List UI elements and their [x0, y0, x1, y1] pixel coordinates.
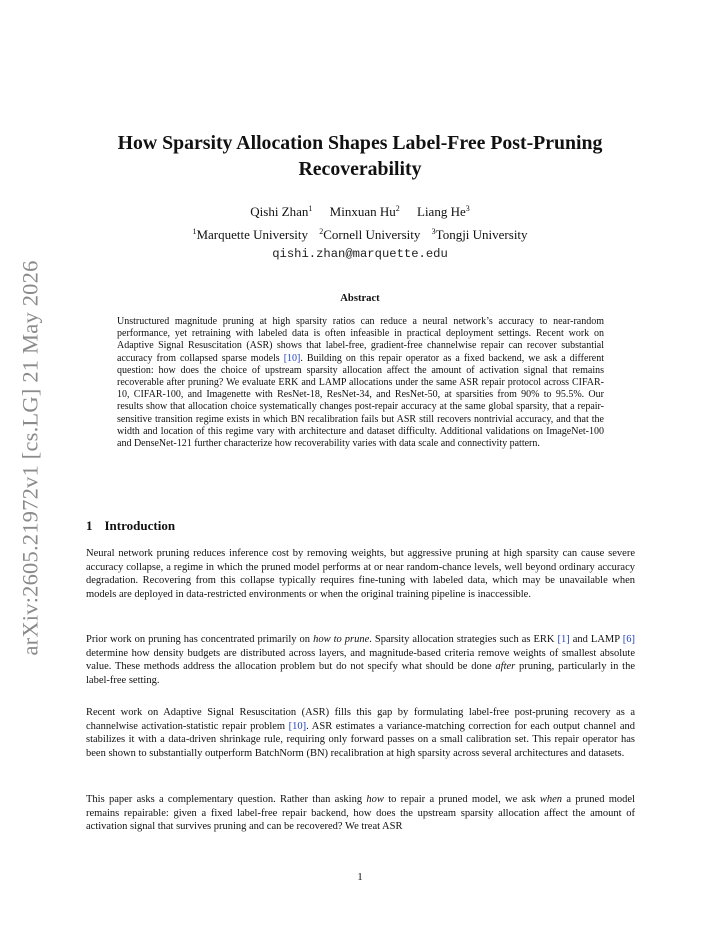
- intro-paragraph-4: This paper asks a complementary question. Rather than asking how to repair a pruned model, we ask when a pruned model remains repairable: given a fixed label-free repair backend, how does the upstream sparsity allocation affect the amount of activation signal that survives pruning and can be recovered? We treat ASR: [86, 794, 635, 833]
- author-3: Liang He$^3$: [417, 204, 470, 219]
- intro-paragraph-3: Recent work on Adaptive Signal Resuscitation (ASR) fills this gap by formulating label-free post-pruning recovery as a channelwise activation-statistic repair problem [10]. ASR estimates a variance-matching correction for each output channel and stabilizes it with a data-driven shrinkage rule, requiring only forward passes on a small calibration set. This repair operator has been shown to substantially outperform BatchNorm (BN) recalibration at high sparsity across several architectures and datasets.: [86, 707, 635, 759]
- intro-paragraph-1: Neural network pruning reduces inference cost by removing weights, but aggressive pruning at high sparsity can cause severe accuracy collapse, a regime in which the pruned model performs at or near random-chance levels, well beyond ordinary accuracy degradation. Recovering from this collapse typically requires fine-tuning with labeled data, which may be unavailable when models are deployed in data-restricted environments or when the original training pipeline is inaccessible.: [86, 548, 635, 600]
- affiliation-3: $^3$Tongji University: [431, 227, 528, 242]
- affiliation-2: $^2$Cornell University: [319, 227, 421, 242]
- author-list: [100, 204, 620, 220]
- citation-link[interactable]: [6]: [622, 634, 635, 645]
- citation-link[interactable]: [10]: [288, 720, 307, 732]
- paper-title: How Sparsity Allocation Shapes Label-Free Post-Pruning Recoverability: [117, 132, 603, 180]
- citation-link[interactable]: [1]: [557, 634, 570, 645]
- author-2: Minxuan Hu$^2$: [329, 204, 400, 219]
- section-heading-introduction: [86, 518, 175, 534]
- page-number: 1: [357, 871, 363, 883]
- affiliation-list: [100, 227, 620, 243]
- arxiv-identifier-text: arXiv:2605.21972v1 [cs.LG] 21 May 2026: [18, 260, 44, 656]
- arxiv-identifier-stamp: [8, 258, 54, 658]
- abstract-heading: Abstract: [340, 293, 380, 304]
- affiliation-1: $^1$Marquette University: [192, 227, 309, 242]
- section-number: 1: [86, 518, 93, 533]
- contact-email[interactable]: qishi.zhan@marquette.edu: [272, 247, 448, 261]
- abstract-body: Unstructured magnitude pruning at high sparsity ratios can reduce a neural network’s accuracy to near-random performance, yet retraining with labeled data is often infeasible in practical deployment settings. Recent work on Adaptive Signal Resuscitation (ASR) shows that label-free, gradient-free channelwise repair can recover substantial accuracy from collapsed sparse models [10]. Building on this repair operator as a fixed backend, we ask a different question: how does the choice of upstream sparsity allocation affect the amount of activation signal that remains recoverable after pruning? We evaluate ERK and LAMP allocations under the same ASR repair protocol across CIFAR-10, CIFAR-100, and Imagenette with ResNet-18, ResNet-34, and ResNet-50, at sparsities from 90% to 95.5%. Our results show that allocation choice systematically changes post-repair accuracy at the same global sparsity, that a repair-sensitive transition regime exists in which BN recalibration fails but ASR still recovers nontrivial accuracy, and that the width and location of this regime vary with architecture and dataset difficulty. Additional validations on ImageNet-100 and DenseNet-121 further characterize how recoverability varies with data scale and connectivity pattern.: [117, 316, 604, 450]
- intro-paragraph-2: Prior work on pruning has concentrated primarily on how to prune. Sparsity allocation strategies such as ERK [1] and LAMP [6] determine how density budgets are distributed across layers, and magnitude-based criteria remove weights of smallest absolute value. These methods address the allocation problem but do not specify what should be done after pruning, particularly in the label-free setting.: [86, 634, 635, 686]
- citation-link[interactable]: [10]: [283, 352, 301, 364]
- author-1: Qishi Zhan$^1$: [250, 204, 313, 219]
- section-title: Introduction: [104, 518, 176, 533]
